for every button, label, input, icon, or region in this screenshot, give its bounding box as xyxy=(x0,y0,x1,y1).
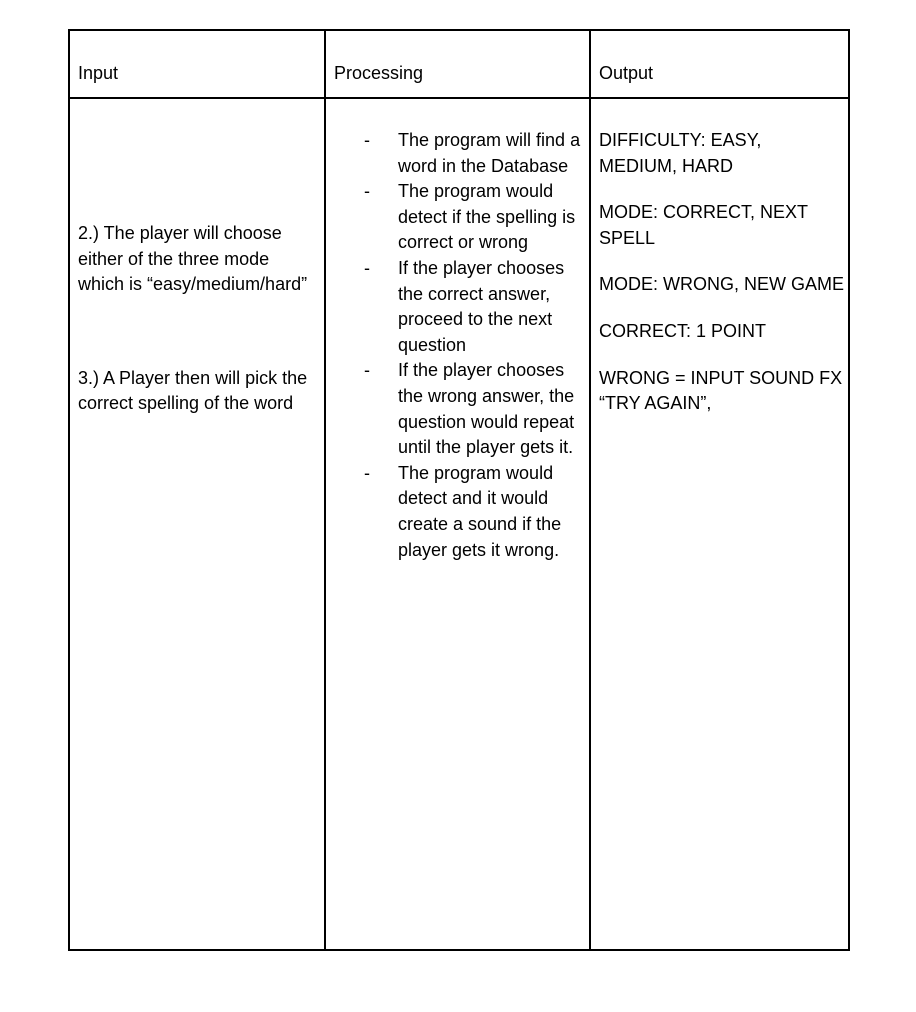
header-input: Input xyxy=(78,63,119,83)
processing-item-text: If the player chooses the correct answer, proceed to the next question xyxy=(398,257,565,355)
bullet-dash: - xyxy=(364,181,370,202)
output-item: DIFFICULTY: EASY, MEDIUM, HARD xyxy=(599,130,762,176)
output-cell xyxy=(599,128,844,438)
bullet-dash: - xyxy=(364,462,370,483)
input-item: 2.) The player will choose either of the three mode which is “easy/medium/hard” xyxy=(78,223,308,295)
processing-item-text: If the player chooses the wrong answer, the question would repeat until the player gets it. xyxy=(398,360,575,458)
output-item: MODE: CORRECT, NEXT SPELL xyxy=(599,202,808,248)
processing-item-text: The program would detect and it would create a sound if the player gets it wrong. xyxy=(398,462,562,560)
input-item: 3.) A Player then will pick the correct spelling of the word xyxy=(78,367,308,414)
processing-item xyxy=(334,128,592,179)
processing-item xyxy=(334,179,592,256)
bullet-dash: - xyxy=(364,130,370,150)
header-output: Output xyxy=(599,63,654,83)
bullet-dash: - xyxy=(364,257,370,278)
input-cell xyxy=(78,221,318,417)
output-item: CORRECT: 1 POINT xyxy=(599,320,767,341)
ipo-table xyxy=(68,29,850,951)
output-item: MODE: WRONG, NEW GAME xyxy=(599,274,844,295)
processing-item xyxy=(334,358,592,460)
processing-list xyxy=(334,128,592,563)
processing-item-text: The program will find a word in the Database xyxy=(398,130,581,176)
processing-cell xyxy=(334,128,592,563)
output-item: WRONG = INPUT SOUND FX “TRY AGAIN”, xyxy=(599,367,843,414)
processing-item-text: The program would detect if the spelling is correct or wrong xyxy=(398,181,576,253)
header-processing: Processing xyxy=(334,63,424,83)
spacer xyxy=(78,298,318,366)
processing-item xyxy=(334,256,592,358)
bullet-dash: - xyxy=(364,360,370,381)
header-row-divider xyxy=(70,97,848,99)
processing-item xyxy=(334,461,592,563)
column-divider xyxy=(324,31,326,949)
